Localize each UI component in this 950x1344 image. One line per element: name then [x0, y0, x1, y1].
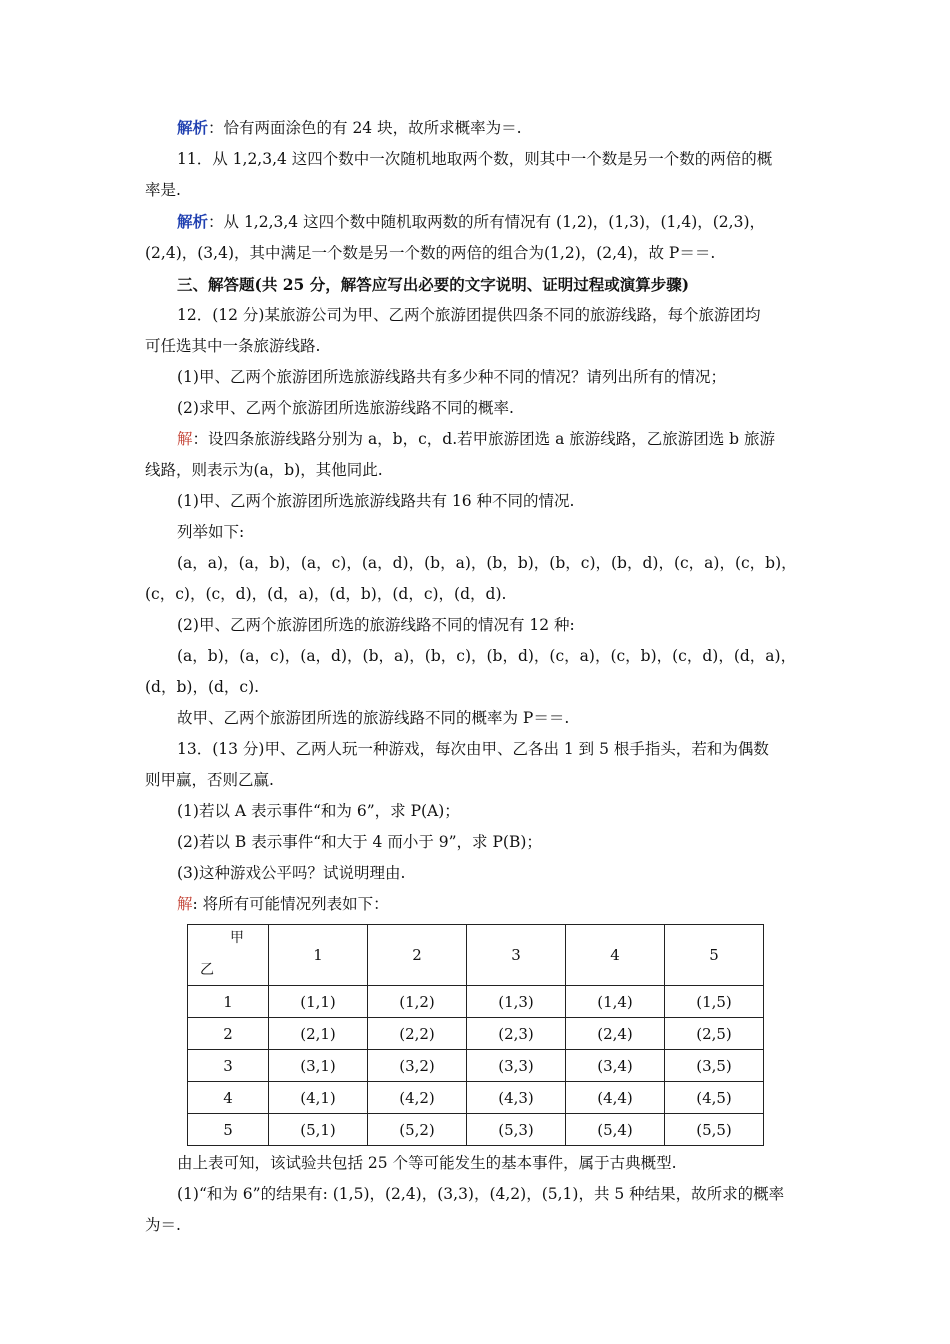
question-13-part-2: (2)若以 B 表示事件“和大于 4 而小于 9”，求 P(B)；	[177, 833, 542, 851]
table-cell: (2,3)	[467, 1018, 566, 1050]
solution-12-line-3: (1)甲、乙两个旅游团所选旅游线路共有 16 种不同的情况.	[177, 492, 575, 510]
table-cell: (3,1)	[269, 1050, 368, 1082]
question-13-part-3: (3)这种游戏公平吗？试说明理由.	[177, 864, 406, 882]
table-cell: (3,5)	[665, 1050, 764, 1082]
table-cell: (2,4)	[566, 1018, 665, 1050]
solution-12-line-5: (a，a)，(a，b)，(a，c)，(a，d)，(b，a)，(b，b)，(b，c)，(b，d)，(c，a)，(c，b)，	[177, 554, 797, 572]
table-header-cell: 4	[566, 925, 665, 986]
question-12-line-1: 12．(12 分)某旅游公司为甲、乙两个旅游团提供四条不同的旅游线路，每个旅游团均	[177, 306, 761, 324]
table-cell: (1,5)	[665, 986, 764, 1018]
table-cell: (4,2)	[368, 1082, 467, 1114]
row-label-cell: 1	[188, 986, 269, 1018]
table-header-cell: 5	[665, 925, 764, 986]
table-header-cell: 3	[467, 925, 566, 986]
table-row	[188, 986, 764, 1018]
solution-12-line-10: 故甲、乙两个旅游团所选的旅游线路不同的概率为 P＝＝.	[177, 709, 570, 727]
table-cell: (5,5)	[665, 1114, 764, 1146]
outcome-table	[187, 924, 764, 1146]
solution-13-line-3: (1)“和为 6”的结果有: (1,5)，(2,4)，(3,3)，(4,2)，(5,1)，共 5 种结果，故所求的概率	[177, 1185, 785, 1203]
document-page	[145, 112, 807, 1241]
row-label-cell: 5	[188, 1114, 269, 1146]
question-13-line-1: 13．(13 分)甲、乙两人玩一种游戏，每次由甲、乙各出 1 到 5 根手指头，若和为偶数	[177, 740, 769, 758]
table-cell: (4,5)	[665, 1082, 764, 1114]
corner-label-bottom: 乙	[200, 962, 214, 978]
solution-12-line-7: (2)甲、乙两个旅游团所选的旅游线路不同的情况有 12 种:	[177, 616, 575, 634]
corner-label-top: 甲	[230, 930, 244, 946]
question-11-line-1: 11．从 1,2,3,4 这四个数中一次随机地取两个数，则其中一个数是另一个数的两倍的概	[177, 150, 773, 168]
solution-label: 解	[177, 895, 193, 913]
solution-10-line: 解析：恰有两面涂色的有 24 块，故所求概率为＝.	[177, 118, 522, 137]
table-cell: (3,3)	[467, 1050, 566, 1082]
table-cell: (5,3)	[467, 1114, 566, 1146]
question-12-part-1: (1)甲、乙两个旅游团所选旅游线路共有多少种不同的情况？请列出所有的情况；	[177, 368, 726, 386]
question-12-line-2: 可任选其中一条旅游线路.	[145, 337, 321, 355]
table-cell: (2,1)	[269, 1018, 368, 1050]
solution-12-line-6: (c，c)，(c，d)，(d，a)，(d，b)，(d，c)，(d，d).	[145, 585, 507, 603]
solution-11-line-2: (2,4)，(3,4)，其中满足一个数是另一个数的两倍的组合为(1,2)，(2,4)，故 P＝＝.	[145, 244, 716, 262]
table-cell: (5,4)	[566, 1114, 665, 1146]
table-row	[188, 1050, 764, 1082]
table-cell: (3,2)	[368, 1050, 467, 1082]
table-row	[188, 1018, 764, 1050]
table-cell: (4,3)	[467, 1082, 566, 1114]
table-cell: (2,2)	[368, 1018, 467, 1050]
table-header-cell: 2	[368, 925, 467, 986]
table-cell: (1,2)	[368, 986, 467, 1018]
solution-12-line-9: (d，b)，(d，c).	[145, 678, 260, 696]
table-cell: (1,1)	[269, 986, 368, 1018]
table-corner-cell	[188, 925, 269, 986]
row-label-cell: 4	[188, 1082, 269, 1114]
solution-12-line-2: 线路，则表示为(a，b)，其他同此.	[145, 461, 383, 479]
solution-12-line-8: (a，b)，(a，c)，(a，d)，(b，a)，(b，c)，(b，d)，(c，a)，(c，b)，(c，d)，(d，a)，	[177, 647, 797, 665]
table-cell: (3,4)	[566, 1050, 665, 1082]
solution-13-line-1: 解: 将所有可能情况列表如下：	[177, 895, 389, 913]
solution-11-line-1: 解析：从 1,2,3,4 这四个数中随机取两数的所有情况有 (1,2)，(1,3)，(1,4)，(2,3)，	[177, 212, 766, 231]
question-13-part-1: (1)若以 A 表示事件“和为 6”，求 P(A)；	[177, 802, 460, 820]
table-cell: (1,4)	[566, 986, 665, 1018]
table-cell: (5,2)	[368, 1114, 467, 1146]
table-cell: (1,3)	[467, 986, 566, 1018]
table-cell: (4,4)	[566, 1082, 665, 1114]
solution-13-line-2: 由上表可知，该试验共包括 25 个等可能发生的基本事件，属于古典概型.	[177, 1154, 677, 1172]
solution-label: 解析	[177, 118, 209, 137]
question-13-line-2: 则甲赢，否则乙赢.	[145, 771, 274, 789]
table-header-row	[188, 925, 764, 986]
question-11-line-2: 率是.	[145, 181, 181, 199]
row-label-cell: 3	[188, 1050, 269, 1082]
solution-label: 解析	[177, 212, 209, 231]
solution-13-line-4: 为＝.	[145, 1216, 181, 1234]
question-12-part-2: (2)求甲、乙两个旅游团所选旅游线路不同的概率.	[177, 399, 514, 417]
table-cell: (2,5)	[665, 1018, 764, 1050]
table-row	[188, 1114, 764, 1146]
table-header-cell: 1	[269, 925, 368, 986]
table-cell: (5,1)	[269, 1114, 368, 1146]
solution-12-line-1: 解：设四条旅游线路分别为 a，b，c，d.若甲旅游团选 a 旅游线路，乙旅游团选 b 旅游	[177, 430, 776, 448]
table-cell: (4,1)	[269, 1082, 368, 1114]
solution-12-line-4: 列举如下:	[177, 523, 245, 541]
solution-label: 解	[177, 430, 193, 448]
section-heading: 三、解答题(共 25 分，解答应写出必要的文字说明、证明过程或演算步骤)	[177, 275, 690, 294]
row-label-cell: 2	[188, 1018, 269, 1050]
table-row	[188, 1082, 764, 1114]
